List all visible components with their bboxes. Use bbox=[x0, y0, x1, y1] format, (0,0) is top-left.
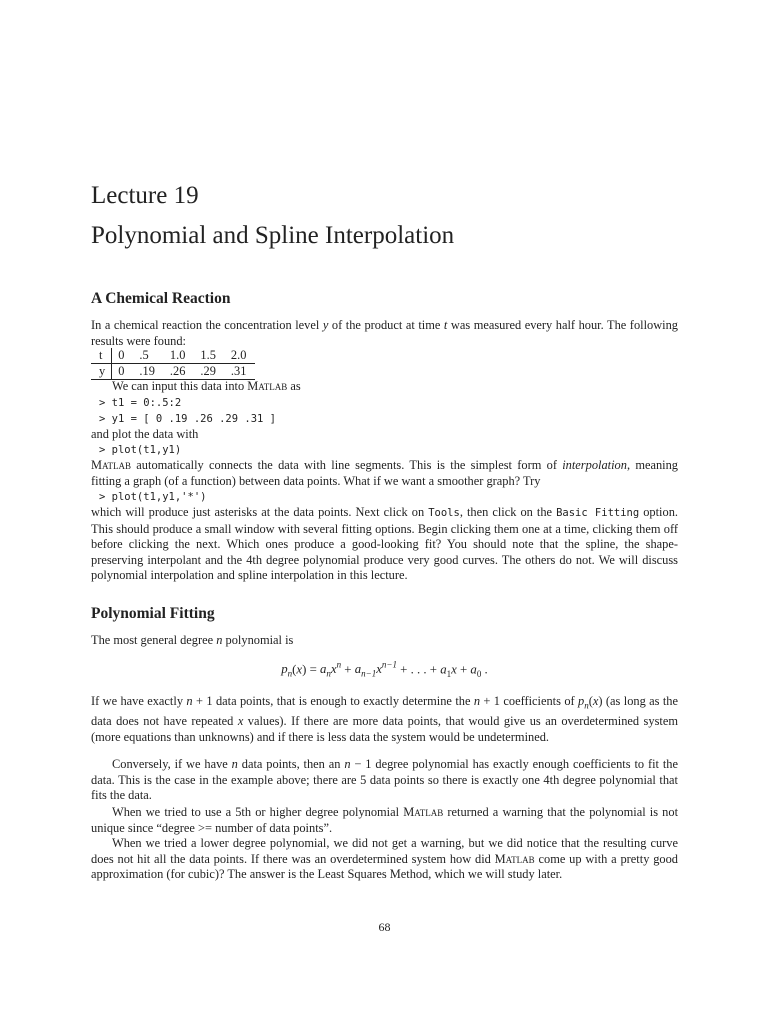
code-line-y1: > y1 = [ 0 .19 .26 .29 .31 ] bbox=[99, 413, 277, 425]
table-cell: .5 bbox=[139, 348, 149, 362]
table-row-y bbox=[91, 364, 255, 380]
plot-sentence: and plot the data with bbox=[91, 427, 199, 441]
paragraph-conversely: Conversely, if we have n data points, then an n − 1 degree polynomial has exactly enough coefficients to fit the data. This is the case in the example above; there are 5 data points so there is exactly one 4th degree polynomial that fits the data. bbox=[91, 757, 679, 803]
table-cell: .19 bbox=[133, 364, 164, 380]
table-cell: .29 bbox=[194, 364, 225, 380]
section-heading-polynomial-fitting: Polynomial Fitting bbox=[91, 605, 215, 622]
lecture-number: Lecture 19 bbox=[91, 182, 199, 209]
code-line-plot: > plot(t1,y1) bbox=[99, 444, 182, 456]
table-row-t bbox=[91, 348, 255, 364]
code-line-plot-asterisk: > plot(t1,y1,'*') bbox=[99, 491, 207, 503]
paragraph-higher-degree: When we tried to use a 5th or higher degree polynomial Matlab returned a warning that the polynomial is not unique since “degree >= number of data points”. bbox=[91, 805, 679, 835]
table-cell: 1.5 bbox=[200, 348, 216, 362]
table-cell: .26 bbox=[164, 364, 195, 380]
data-table bbox=[91, 348, 255, 380]
table-cell: 0 bbox=[112, 364, 134, 380]
paragraph-basic-fitting: which will produce just asterisks at the data points. Next click on Tools, then click on the Basic Fitting option. This should produce a small window with several fitting options. Begin clicking them one at a time, clicking them off before clicking the next. Which ones produce a good-looking fit? You should note that the spline, the shape-preserving interpolant and the 4th degree polynomial produce very good curves. The others do not. We will discuss polynomial interpolation and spline interpolation in this lecture. bbox=[91, 505, 678, 583]
table-cell: 0 bbox=[118, 348, 125, 362]
paragraph-data-points: If we have exactly n + 1 data points, that is enough to exactly determine the n + 1 coefficients of $p_n(x)$ (as long as the data does not have repeated x values). If there are more data points, that would give us an overdetermined system (more equations than unknowns) and if there is less data the system would be undetermined. bbox=[91, 694, 679, 744]
general-polynomial-sentence: The most general degree n polynomial is bbox=[91, 633, 294, 647]
polynomial-equation: $p_n(x) = a_nx^n + a_{n-1}x^{n-1}$ + . . . + $a_1x + a_0$ . bbox=[281, 660, 488, 679]
lecture-title: Polynomial and Spline Interpolation bbox=[91, 222, 455, 249]
paragraph-intro: In a chemical reaction the concentration level y of the product at time t was measured every half hour. The following results were found: bbox=[91, 318, 678, 348]
section-heading-chemical-reaction: A Chemical Reaction bbox=[91, 290, 231, 307]
table-cell: 1.0 bbox=[169, 348, 186, 362]
table-cell: .31 bbox=[225, 364, 256, 380]
input-sentence: We can input this data into Matlab as bbox=[112, 379, 301, 393]
paragraph-lower-degree: When we tried a lower degree polynomial, we did not get a warning, but we did notice that the resulting curve does not hit all the data points. If there was an overdetermined system how did Matlab come up with a pretty good approximation (for cubic)? The answer is the Least Squares Method, which we will study later. bbox=[91, 836, 678, 882]
table-cell: 2.0 bbox=[230, 348, 247, 362]
table-cell: y bbox=[91, 364, 112, 380]
code-line-t1: > t1 = 0:.5:2 bbox=[99, 397, 182, 409]
paragraph-interpolation: Matlab automatically connects the data with line segments. This is the simplest form of interpolation, meaning fitting a graph (of a function) between data points. What if we want a smoother graph? Try bbox=[91, 458, 678, 488]
table-cell: t bbox=[91, 348, 112, 364]
page-number: 68 bbox=[378, 920, 391, 934]
